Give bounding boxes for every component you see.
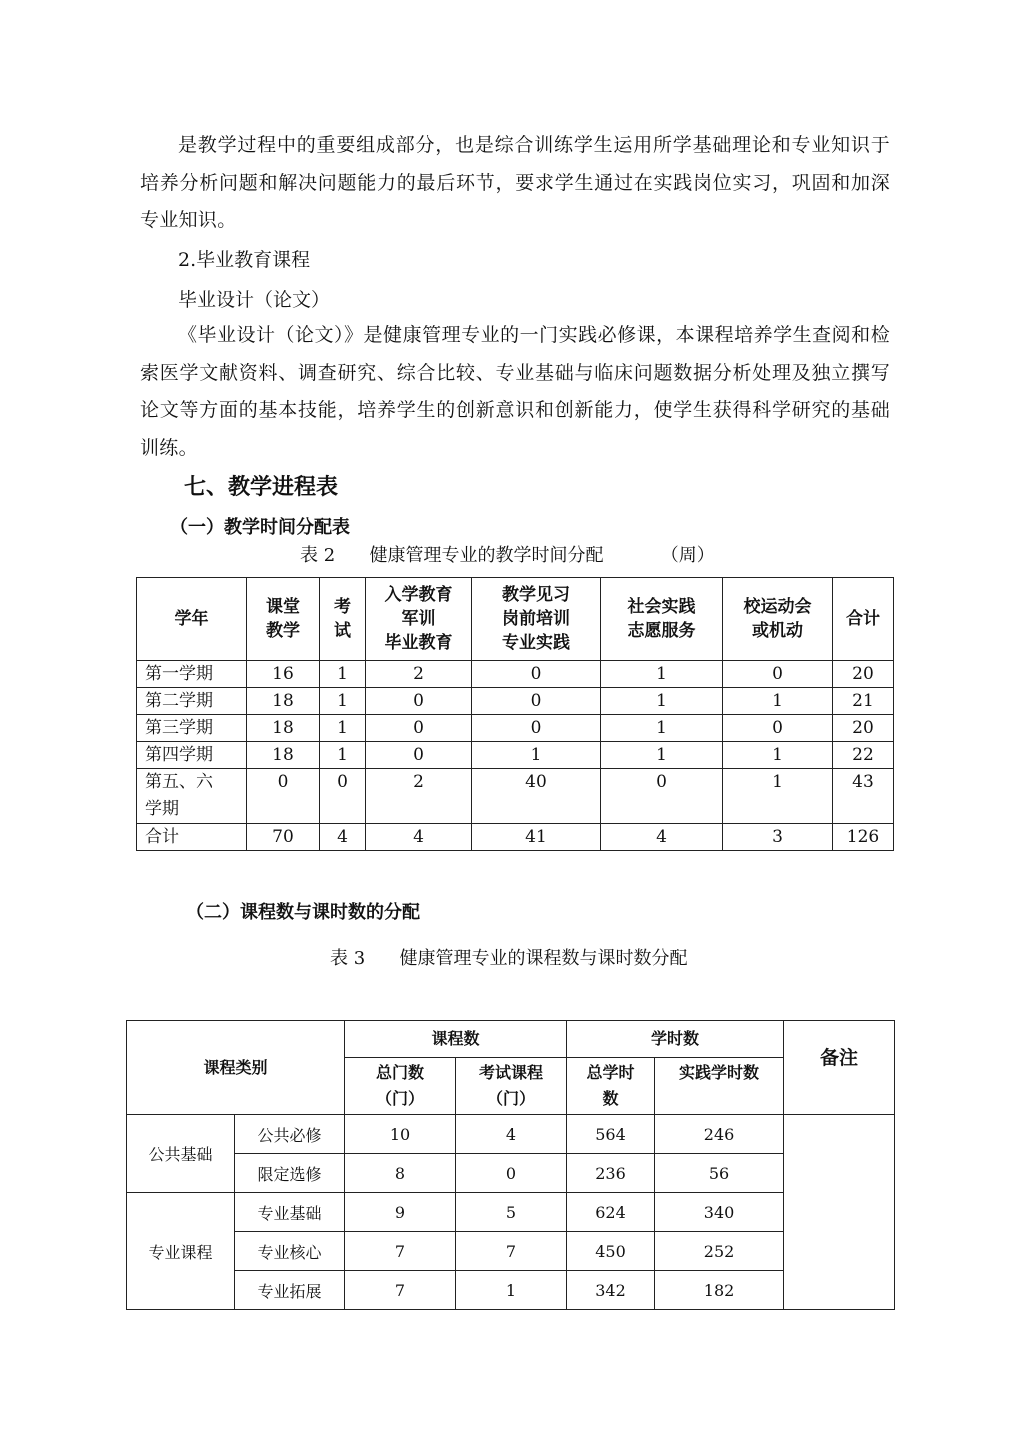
table-cell: 450	[567, 1232, 655, 1271]
paragraph-thesis-description: 《毕业设计（论文）》是健康管理专业的一门实践必修课，本课程培养学生查阅和检索医学文献资料、调查研究、综合比较、专业基础与临床问题数据分析处理及独立撰写论文等方面的基本技能，培养学生的创新意识和创新能力，使学生获得科学研究的基础训练。	[140, 324, 890, 459]
table-cell: 252	[655, 1232, 784, 1271]
table-cell: 1	[320, 742, 366, 769]
table-cell: 43	[833, 769, 894, 824]
table-cell: 7	[345, 1271, 456, 1310]
table-cell: 2	[366, 769, 472, 824]
table-cell: 182	[655, 1271, 784, 1310]
header-course-category: 课程类别	[127, 1021, 345, 1115]
table-cell: 1	[601, 661, 723, 688]
table-header-row	[137, 578, 894, 661]
table-cell: 40	[472, 769, 601, 824]
subcategory-cell: 专业基础	[235, 1193, 345, 1232]
table-cell: 0	[366, 688, 472, 715]
row-label-cell: 合计	[137, 824, 247, 851]
table-cell: 2	[366, 661, 472, 688]
table-cell: 1	[456, 1271, 567, 1310]
course-title-graduation-thesis: 毕业设计（论文）	[178, 289, 331, 311]
table-cell: 0	[472, 661, 601, 688]
row-label-cell: 第四学期	[137, 742, 247, 769]
table-2-caption: 表 2 健康管理专业的教学时间分配 （周）	[300, 545, 715, 566]
table-cell: 1	[601, 688, 723, 715]
table-cell: 20	[833, 715, 894, 742]
table-cell: 0	[723, 715, 833, 742]
table-cell: 1	[723, 742, 833, 769]
subcategory-cell: 专业核心	[235, 1232, 345, 1271]
subcategory-cell: 限定选修	[235, 1154, 345, 1193]
table-cell: 9	[345, 1193, 456, 1232]
table2-header-cell: 社会实践 志愿服务	[601, 578, 723, 661]
table-row	[127, 1154, 895, 1193]
table-cell: 10	[345, 1115, 456, 1154]
table-row	[127, 1115, 895, 1154]
table-row	[127, 1271, 895, 1310]
table-cell: 246	[655, 1115, 784, 1154]
row-label-cell: 第一学期	[137, 661, 247, 688]
notes-cell	[784, 1115, 895, 1310]
table-cell: 4	[601, 824, 723, 851]
table2-header-cell: 合计	[833, 578, 894, 661]
category-group-cell: 公共基础	[127, 1115, 235, 1193]
header-practice-hours: 实践学时数	[655, 1058, 784, 1115]
category-group-cell: 专业课程	[127, 1193, 235, 1310]
table-cell: 1	[601, 742, 723, 769]
table-cell: 236	[567, 1154, 655, 1193]
table-cell: 7	[456, 1232, 567, 1271]
table-cell: 41	[472, 824, 601, 851]
table-row	[137, 688, 894, 715]
row-label-cell: 第二学期	[137, 688, 247, 715]
table-cell: 0	[601, 769, 723, 824]
header-class-hours: 学时数	[567, 1021, 784, 1058]
table-time-allocation	[136, 577, 894, 851]
table-cell: 126	[833, 824, 894, 851]
table-cell: 4	[366, 824, 472, 851]
table-row	[137, 715, 894, 742]
table-row	[127, 1193, 895, 1232]
table-cell: 564	[567, 1115, 655, 1154]
table-cell: 4	[456, 1115, 567, 1154]
table-cell: 0	[723, 661, 833, 688]
table2-header-cell: 学年	[137, 578, 247, 661]
table-row	[137, 769, 894, 824]
table-row	[137, 742, 894, 769]
table-cell: 0	[472, 688, 601, 715]
paragraph-practice-intro: 是教学过程中的重要组成部分，也是综合训练学生运用所学基础理论和专业知识于培养分析问题和解决问题能力的最后环节，要求学生通过在实践岗位实习，巩固和加深专业知识。	[140, 134, 890, 231]
subcategory-cell: 公共必修	[235, 1115, 345, 1154]
subsection-heading-time-allocation: （一）教学时间分配表	[170, 517, 350, 538]
header-total-hours: 总学时 数	[567, 1058, 655, 1115]
table-cell: 0	[366, 715, 472, 742]
table-cell: 1	[320, 688, 366, 715]
table-cell: 340	[655, 1193, 784, 1232]
table-cell: 0	[366, 742, 472, 769]
table-cell: 1	[320, 661, 366, 688]
table2-header-cell: 入学教育 军训 毕业教育	[366, 578, 472, 661]
table-cell: 18	[247, 715, 320, 742]
table2-header-cell: 校运动会 或机动	[723, 578, 833, 661]
table-cell: 16	[247, 661, 320, 688]
section-heading-teaching-schedule: 七、教学进程表	[184, 475, 339, 500]
subcategory-cell: 专业拓展	[235, 1271, 345, 1310]
header-notes: 备注	[784, 1021, 895, 1115]
table-cell: 0	[472, 715, 601, 742]
table-cell: 1	[320, 715, 366, 742]
table-cell: 18	[247, 742, 320, 769]
table-cell: 1	[723, 769, 833, 824]
table-cell: 70	[247, 824, 320, 851]
table-cell: 18	[247, 688, 320, 715]
table-cell: 0	[247, 769, 320, 824]
table-cell: 7	[345, 1232, 456, 1271]
table-cell: 624	[567, 1193, 655, 1232]
table-cell: 4	[320, 824, 366, 851]
table-cell: 5	[456, 1193, 567, 1232]
table-cell: 56	[655, 1154, 784, 1193]
table-cell: 1	[723, 688, 833, 715]
table-cell: 8	[345, 1154, 456, 1193]
table-cell: 1	[472, 742, 601, 769]
row-label-cell: 第三学期	[137, 715, 247, 742]
table-cell: 342	[567, 1271, 655, 1310]
table2-header-cell: 考 试	[320, 578, 366, 661]
table-cell: 0	[320, 769, 366, 824]
table-cell: 21	[833, 688, 894, 715]
table-cell: 0	[456, 1154, 567, 1193]
table-cell: 1	[601, 715, 723, 742]
table-row	[137, 824, 894, 851]
table-course-distribution	[126, 1020, 895, 1310]
table-row	[127, 1232, 895, 1271]
table-row	[137, 661, 894, 688]
table-3-caption: 表 3 健康管理专业的课程数与课时数分配	[330, 948, 688, 969]
header-total-courses: 总门数 （门）	[345, 1058, 456, 1115]
header-exam-courses: 考试课程 （门）	[456, 1058, 567, 1115]
table-cell: 22	[833, 742, 894, 769]
table2-header-cell: 课堂 教学	[247, 578, 320, 661]
list-item-graduation-education: 2.毕业教育课程	[178, 249, 311, 271]
table-cell: 20	[833, 661, 894, 688]
table-cell: 3	[723, 824, 833, 851]
table2-header-cell: 教学见习 岗前培训 专业实践	[472, 578, 601, 661]
row-label-cell: 第五、六 学期	[137, 769, 247, 824]
header-course-count: 课程数	[345, 1021, 567, 1058]
subsection-heading-course-distribution: （二）课程数与课时数的分配	[186, 902, 420, 923]
